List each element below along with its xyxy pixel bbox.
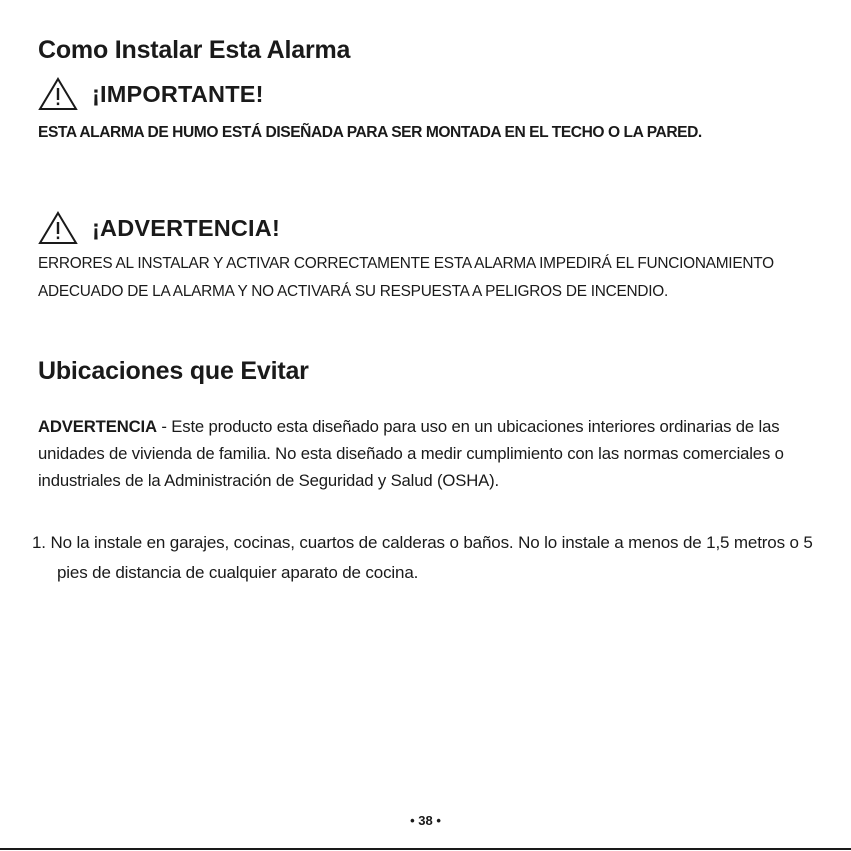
important-heading — [38, 77, 264, 111]
paragraph-text: - Este producto esta diseñado para uso en un ubicaciones interiores ordinarias de las unidades de vivienda de familia. No esta diseñado a medir cumplimiento con las normas comerciales o industriales de la Administración de Seguridad y Salud (OSHA). — [38, 417, 784, 490]
advertencia-paragraph — [38, 413, 818, 494]
paragraph-lead: ADVERTENCIA — [38, 417, 157, 436]
section-title: Ubicaciones que Evitar — [38, 357, 309, 385]
warning-label: ¡ADVERTENCIA! — [92, 214, 280, 241]
important-label: ¡IMPORTANTE! — [92, 80, 264, 107]
warning-triangle-icon — [38, 211, 78, 245]
bottom-divider — [0, 848, 851, 850]
page-number: • 38 • — [410, 813, 441, 828]
important-text: ESTA ALARMA DE HUMO ESTÁ DISEÑADA PARA SER MONTADA EN EL TECHO O LA PARED. — [38, 124, 702, 141]
warning-text: ERRORES AL INSTALAR Y ACTIVAR CORRECTAMENTE ESTA ALARMA IMPEDIRÁ EL FUNCIONAMIENTO ADECUADO DE LA ALARMA Y NO ACTIVARÁ SU RESPUESTA A PELIGROS DE INCENDIO. — [38, 255, 774, 300]
warning-heading — [38, 211, 280, 245]
page-title: Como Instalar Esta Alarma — [38, 36, 351, 64]
list-item: 1. No la instale en garajes, cocinas, cuartos de calderas o baños. No lo instale a menos de 1,5 metros o 5 pies de distancia de cualquier aparato de cocina. — [32, 533, 813, 582]
warning-triangle-icon — [38, 77, 78, 111]
